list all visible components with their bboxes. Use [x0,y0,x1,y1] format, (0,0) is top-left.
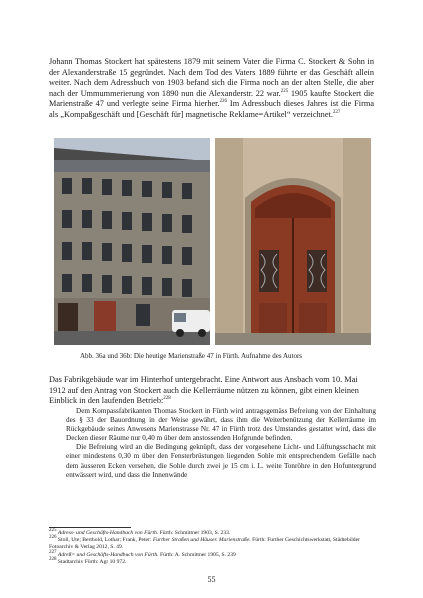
page-number: 55 [207,575,216,584]
footnote-title: Adreß= und Geschäfts-Handbuch von Fürth. [57,551,159,558]
footnote-text: Fürth: Further Geschichtswerkstatt, Städtebilder Fotoarchiv & Verlag 2012, S. 49. [49,537,360,551]
footnote-text: Stadtarchiv Fürth: Agr 10 972. [56,558,127,565]
footnote-number: 226 [49,535,57,541]
footnote-text: Fürth: Schmittner 1903, S. 233. [158,530,231,536]
quote-paragraph-1: Dem Kompassfabrikanten Thomas Stockert in Fürth wird antragsgemäss Befreiung von der Einhaltung des § 33 der Bauordnung in der Weise gewährt, dass ihm die Weiterbenützung der Kellerräume im Rückgebäude seines Anwesens Marienstrasse Nr. 47 in Fürth trotz des Umstandes gestattet wird, dass die Decken dieser Räume nur 0,40 m über dem anstossenden Hofgrunde befinden. [66,407,376,443]
para1-text-c: Im Adressbuch dieses Jahres ist die Firma als „Kompaßgeschäft und [Geschäft für] magnetische Reklame=Artikel“ verzeichnet. [49,99,374,119]
footnote-number: 228 [49,556,57,562]
photo-building-facade [54,138,210,345]
para1-text-b: 1905 kaufte Stockert die Marienstraße 47 und verlegte seine Firma hierher. [49,88,374,109]
footnotes [49,530,374,566]
footnote-228 [49,556,374,566]
building-facade-image [54,138,210,345]
footnote-title: Adress- und Geschäfts-Handbuch von Fürth. [57,530,159,536]
para1-text-a: Johann Thomas Stockert hat spätestens 1879 mit seinem Vater die Firma C. Stockert & Sohn in der Alexanderstraße 15 gegründet. Nach dem Tod des Vaters 1889 führte er das Geschäft allein weiter. Nach dem Adressbuch von 1903 befand sich die Firma noch an der alten Stelle, die aber nach der Ummummerierung von 1890 nun die Alexanderstr. 22 war. [49,57,374,98]
footnote-ref-225[interactable]: 225 [280,89,289,95]
footnote-ref-227[interactable]: 227 [332,110,341,116]
figure-caption: Abb. 36a und 36b: Die heutige Marienstraße 47 in Fürth. Aufnahme des Autors [80,352,303,360]
footnote-title: Further Straßen und Häuser. Marienstraße. [152,537,251,544]
footnote-ref-228[interactable]: 228 [163,396,171,402]
para2-text: Das Fabrikgebäude war im Hinterhof untergebracht. Eine Antwort aus Ansbach vom 10. Mai 1912 auf den Antrag von Stockert auch die Kellerräume nützen zu können, gibt einen kleinen Einblick in den laufenden Betrieb: [49,375,359,406]
footnote-number: 225 [49,528,57,534]
photo-entrance-door [215,138,371,345]
footnote-text: Fürth: A. Schmittner 1905, S. 239 [158,551,236,558]
footnote-authors: Stoll, Ute; Berthold, Lothar; Frank, Peter: [56,537,153,544]
footnote-ref-226[interactable]: 226 [219,99,228,105]
block-quote [66,407,376,480]
factory-paragraph [49,375,374,407]
footnote-227 [49,549,374,559]
footnote-number: 227 [49,549,57,555]
intro-paragraph [49,57,374,121]
footnote-226 [49,537,374,551]
entrance-door-image [215,138,371,345]
quote-paragraph-2: Die Befreiung wird an die Bedingung geknüpft, dass der vorgesehene Licht- und Lüftungsschacht mit einer mindestens 0,30 m über den Fensterbrüstungen liegenden Sohle mit entsprechendem Gefälle nach dem äusseren Ecken versehen, die Sohle durch zwei je 15 cm i. L. weite Tonröhre in den Hofuntergrund entwässert wird, und dass die Innenwände [66,443,376,479]
footnote-separator [49,527,131,528]
